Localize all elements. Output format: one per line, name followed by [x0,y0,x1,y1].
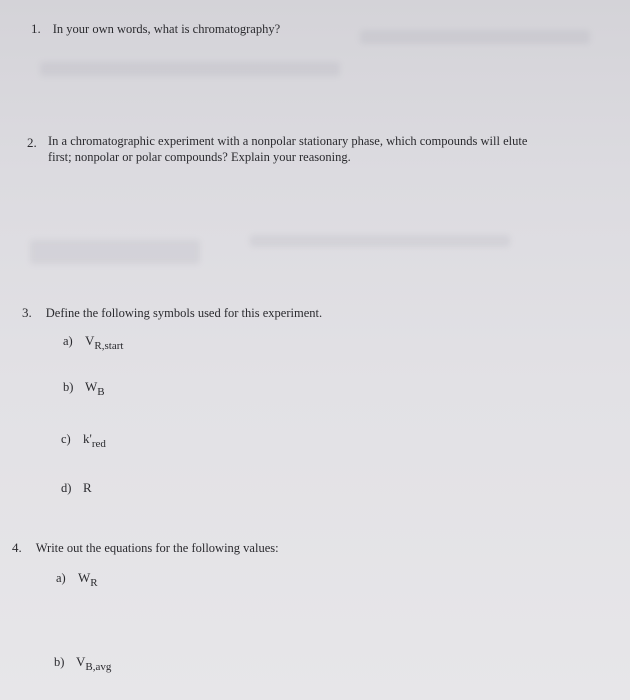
question-number: 3. [22,305,32,320]
sub-item-a [63,333,124,352]
symbol: V [85,333,95,348]
question-text-line-1: In a chromatographic experiment with a nonpolar stationary phase, which compounds will elute [48,134,528,148]
symbol: W [85,379,98,394]
question-text: In your own words, what is chromatography? [52,22,281,36]
symbol-subscript: B [97,386,105,398]
question-text-line-2: first; nonpolar or polar compounds? Explain your reasoning. [48,150,351,164]
sub-item-label: d) [61,481,72,495]
sub-item-a [56,570,98,589]
sub-item-d [61,480,92,496]
question-4 [12,539,279,557]
bleed-through-mark [360,30,590,44]
sub-item-label: a) [63,334,73,348]
symbol: R [83,480,92,495]
sub-item-label: b) [63,380,74,394]
sub-item-b [63,379,105,398]
symbol-subscript: R,start [94,340,124,352]
question-number: 1. [31,21,41,36]
bleed-through-mark [250,235,510,247]
question-1 [31,20,280,38]
sub-item-b [54,654,112,673]
symbol-subscript: B,avg [85,661,112,673]
sub-item-c [61,431,106,450]
question-text: Write out the equations for the following values: [35,541,279,555]
symbol: V [76,654,86,669]
symbol: k' [83,431,92,446]
sub-item-label: a) [56,571,66,585]
sub-item-label: b) [54,655,65,669]
bleed-through-mark [40,62,340,76]
question-number: 2. [27,135,37,150]
question-3 [22,304,322,322]
symbol: W [78,570,91,585]
sub-item-label: c) [61,432,71,446]
bleed-through-mark [30,240,200,264]
symbol-subscript: red [91,438,106,450]
question-2 [27,134,37,152]
symbol-subscript: R [90,577,98,589]
question-text: Define the following symbols used for this experiment. [45,306,323,320]
question-number: 4. [12,540,22,555]
